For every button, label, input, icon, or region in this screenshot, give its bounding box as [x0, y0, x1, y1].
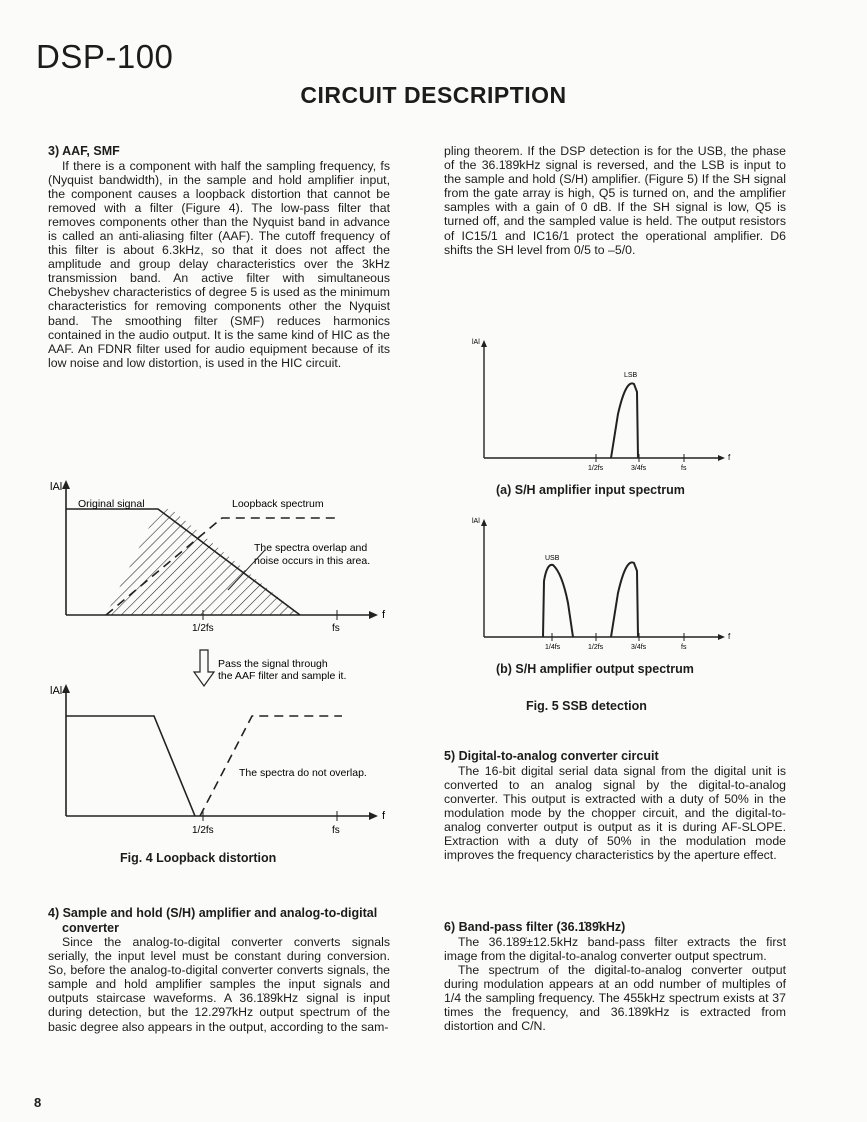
- fig4-bottom-y-arrow: [62, 684, 70, 693]
- fig4-bottom-x-label: f: [382, 810, 386, 822]
- section-dac-heading: 5) Digital-to-analog converter circuit: [444, 749, 659, 763]
- fig5b-tick-label-4: fs: [681, 644, 687, 651]
- fig4-top-x-label: f: [382, 609, 386, 621]
- section-bpf: [444, 920, 786, 1033]
- fig5b-x-arrow: [718, 634, 725, 640]
- fig5b-tick-label-3: 3/4fs: [631, 644, 647, 651]
- fig5b-peak-label: USB: [545, 555, 560, 562]
- fig4-top-tick-half-label: 1/2fs: [192, 623, 214, 634]
- fig5b-x-label: f: [728, 632, 731, 641]
- section-aaf: [48, 144, 390, 370]
- fig4-bottom-x-arrow: [369, 812, 378, 820]
- section-bpf-para1: The 36.1̇89̇±12.5kHz band-pass filter extracts the first image from the digital-to-analog converter output spectrum.: [444, 934, 786, 963]
- section-dac: [444, 749, 786, 862]
- section-sh-body: Since the analog-to-digital converter converts signals serially, the input level must be constant during conversion. So, before the analog-to-digital converter converts signals, the sample and hold amplifier samples the input signals and outputs staircase waveforms. A 36.1̇89̇kHz signal is input during detection, but the 12.2̇97̇kHz output spectrum of the basic degree also appears in the output, according to the sam-: [48, 935, 390, 1034]
- fig5b-lsb-peak: [611, 562, 638, 637]
- fig5a-x-label: f: [728, 453, 731, 462]
- section-aaf-body: If there is a component with half the sampling frequency, fs (Nyquist bandwidth), in the sample and hold amplifier input, the component causes a loopback distortion that cannot be removed with a filter (Figure 4). The low-pass filter that removes components other than the Nyquist band in advance is called an anti-aliasing filter (AAF). The cutoff frequency of this filter is about 6.3kHz, so that it does not affect the amplitude and group delay characteristics over the 3kHz transmission band. An active filter with simultaneous Chebyshev characteristics of degree 5 is used as the minimum characteristics for removing components other the Nyquist band. The smoothing filter (SMF) reduces harmonics contained in the audio output. It is the same kind of HIC as the AAF. An FDNR filter used for audio equipment because of its low noise and low distortion, is used in the HIC circuit.: [48, 158, 390, 370]
- fig5a-y-arrow: [481, 340, 487, 347]
- fig5b-diagram: [472, 513, 742, 653]
- fig4-bottom-plot: [50, 684, 386, 836]
- fig4-arrow-text-2: the AAF filter and sample it.: [218, 670, 347, 682]
- fig5a-peak-label: LSB: [624, 372, 638, 379]
- page-number: 8: [34, 1095, 42, 1110]
- fig4-process-arrow: [194, 650, 214, 686]
- fig5a-caption: (a) S/H amplifier input spectrum: [496, 483, 685, 497]
- fig4-top-tick-fs-label: fs: [332, 623, 340, 634]
- fig4-top-x-arrow: [369, 611, 378, 619]
- fig4-label-original: Original signal: [78, 498, 145, 510]
- fig5a-y-label: lAl: [472, 339, 480, 346]
- section-bpf-para2: The spectrum of the digital-to-analog converter output during modulation appears at an odd number of multiples of 1/4 the sampling frequency. The 455kHz spectrum exists at 37 times the frequency, and 36.1̇89̇kHz is extracted from distortion and C/N.: [444, 962, 786, 1034]
- fig4-top-y-label: lAl: [50, 481, 63, 493]
- fig5a-tick-label-1: 1/2fs: [588, 465, 604, 472]
- fig5a-diagram: [472, 334, 742, 474]
- fig4-top-plot: [40, 478, 410, 634]
- fig5a-x-arrow: [718, 455, 725, 461]
- fig4-filtered-signal: [66, 716, 195, 816]
- fig4-note-noise: noise occurs in this area.: [254, 555, 371, 567]
- fig5a-tick-label-3: fs: [681, 465, 687, 472]
- section-sh-continued: [444, 144, 786, 257]
- fig5-caption: Fig. 5 SSB detection: [526, 699, 647, 713]
- section-sh-continued-body: pling theorem. If the DSP detection is for the USB, the phase of the 36.1̇89̇kHz signal is reversed, and the LSB is input to the sample and hold (S/H) amplifier. (Figure 5) If the SH signal from the gate array is high, Q5 is turned on, and the amplifier samples with a gain of 0 dB. If the SH signal is low, Q5 is turned off, and the sampled value is held. The output resistors of IC15/1 and IC16/1 protect the operational amplifier. D6 shifts the SH level from 0/5 to –5/0.: [444, 144, 786, 257]
- fig4-bottom-tick-half-label: 1/2fs: [192, 825, 214, 836]
- fig4-bottom-tick-fs-label: fs: [332, 825, 340, 836]
- section-dac-body: The 16-bit digital serial data signal from the digital unit is converted to an analog signal by the digital-to-analog converter. This output is extracted with a duty of 50% in the modulation mode by the chopper circuit, and the digital-to-analog converter output is output as it is during AF-SLOPE. Extraction with a duty of 50% in the modulation mode improves the frequency characteristics by the aperture effect.: [444, 763, 786, 863]
- fig5b-tick-label-1: 1/4fs: [545, 644, 561, 651]
- section-aaf-heading: 3) AAF, SMF: [48, 144, 120, 158]
- section-sh: [48, 906, 390, 1034]
- fig4-note-overlap: The spectra overlap and: [254, 542, 368, 554]
- fig5b-y-arrow: [481, 519, 487, 526]
- page-title: CIRCUIT DESCRIPTION: [300, 82, 567, 108]
- fig4-bottom-y-label: lAl: [50, 685, 63, 697]
- fig4-filtered-loopback: [200, 716, 342, 816]
- fig4-top-y-arrow: [62, 480, 70, 489]
- model-name: DSP-100: [36, 38, 174, 75]
- fig4-arrow-text-1: Pass the signal through: [218, 658, 328, 670]
- fig5a-tick-label-2: 3/4fs: [631, 465, 647, 472]
- fig4-caption: Fig. 4 Loopback distortion: [120, 851, 277, 865]
- fig5b-caption: (b) S/H amplifier output spectrum: [496, 662, 694, 676]
- fig4-note-no-overlap: The spectra do not overlap.: [239, 767, 367, 779]
- fig4-label-loopback: Loopback spectrum: [232, 498, 324, 510]
- fig4-diagram: [40, 478, 410, 843]
- fig5a-lsb-peak: [611, 383, 638, 458]
- fig5b-usb-peak: [543, 565, 573, 637]
- section-bpf-heading: 6) Band-pass filter (36.1̇89̇kHz): [444, 920, 626, 934]
- fig5b-y-label: lAl: [472, 518, 480, 525]
- fig5b-tick-label-2: 1/2fs: [588, 644, 604, 651]
- section-sh-heading: 4) Sample and hold (S/H) amplifier and analog-to-digital converter: [48, 906, 378, 935]
